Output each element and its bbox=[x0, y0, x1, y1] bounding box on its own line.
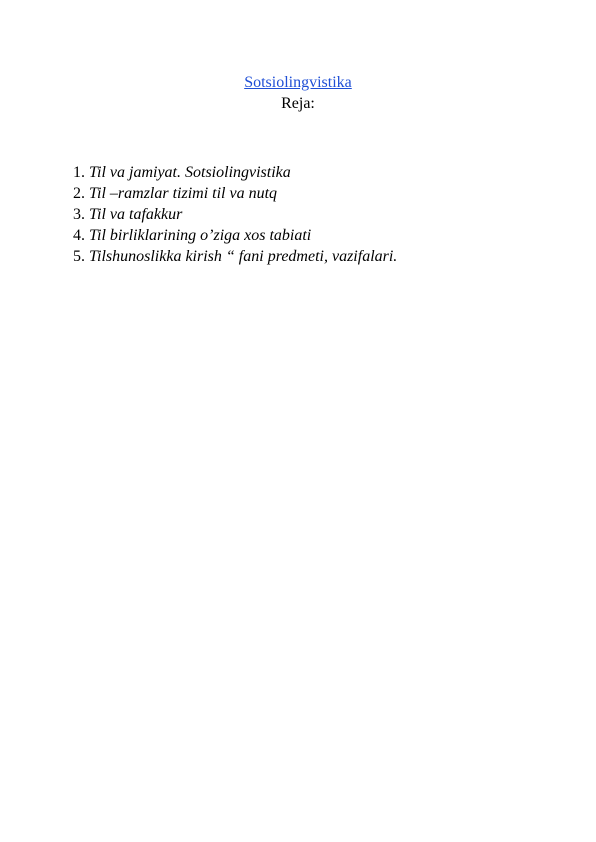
document-title-link[interactable]: Sotsiolingvistika bbox=[244, 74, 352, 91]
list-item-number: 3. bbox=[73, 206, 85, 223]
plan-list bbox=[73, 162, 397, 267]
list-item-text: Tilshunoslikka kirish “ fani predmeti, vazifalari. bbox=[89, 248, 398, 265]
list-item bbox=[73, 162, 397, 183]
list-item bbox=[73, 246, 397, 267]
list-item-number: 4. bbox=[73, 227, 85, 244]
list-item-number: 1. bbox=[73, 164, 85, 181]
list-item-number: 5. bbox=[73, 248, 85, 265]
list-item-text: Til va tafakkur bbox=[89, 206, 183, 223]
list-item-text: Til va jamiyat. Sotsiolingvistika bbox=[89, 164, 291, 181]
list-item-text: Til –ramzlar tizimi til va nutq bbox=[89, 185, 278, 202]
list-item bbox=[73, 183, 397, 204]
list-item bbox=[73, 225, 397, 246]
list-item bbox=[73, 204, 397, 225]
list-item-text: Til birliklarining o’ziga xos tabiati bbox=[89, 227, 312, 244]
title-block bbox=[0, 72, 596, 114]
plan-heading: Reja: bbox=[281, 95, 315, 112]
list-item-number: 2. bbox=[73, 185, 85, 202]
